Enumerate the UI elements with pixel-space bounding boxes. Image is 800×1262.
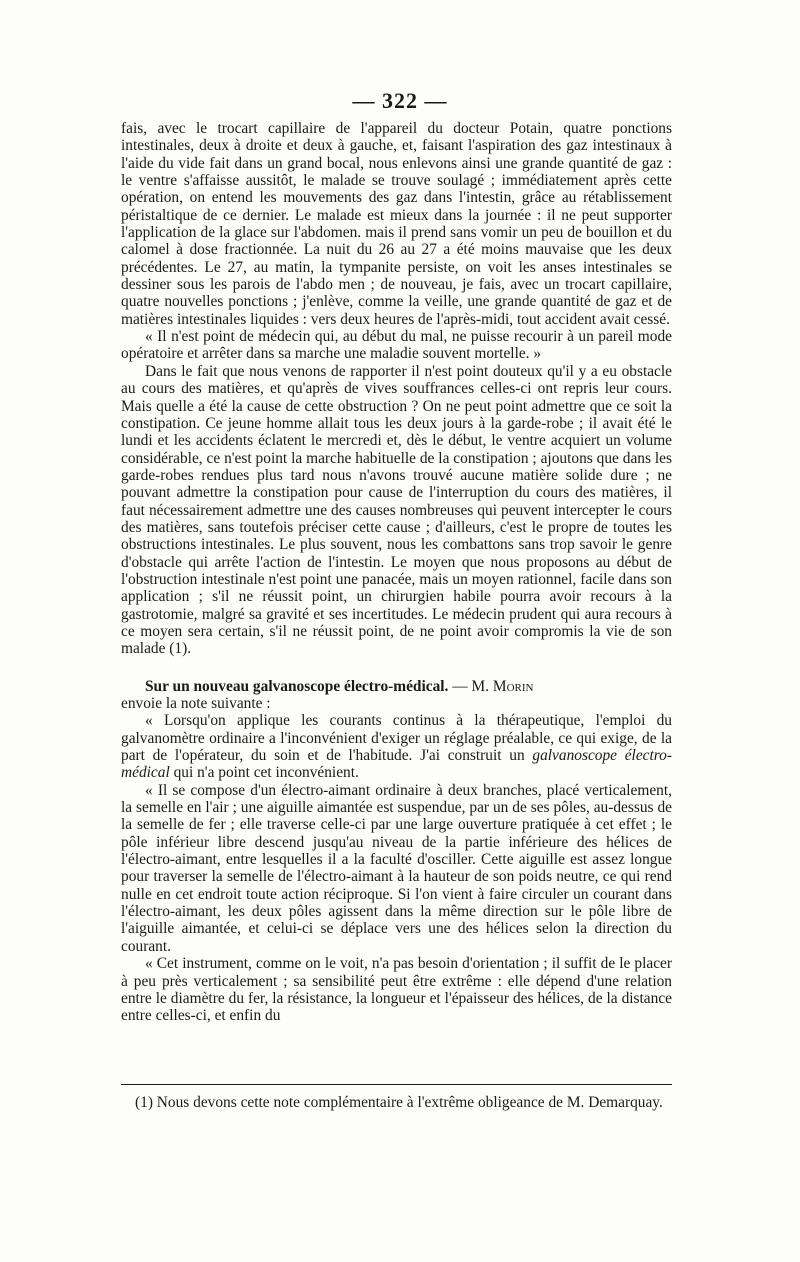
- section-paragraph-3: « Cet instrument, comme on le voit, n'a pas besoin d'orientation ; il suffit de le placer à peu près verticalement ; sa sensibilité peut être extrême : elle dépend d'une relation entre le diamètre du fer, la résistance, la longueur et l'épaisseur des hélices, de la distance entre celles-ci, et enfin du: [121, 955, 672, 1025]
- footnote-text: (1) Nous devons cette note complémentaire à l'extrême obligeance de M. Demarquay.: [135, 1094, 663, 1111]
- author-name: Morin: [492, 677, 534, 695]
- section-paragraph-2: « Il se compose d'un électro-aimant ordinaire à deux branches, placé verticalement, la semelle en l'air ; une aiguille aimantée est suspendue, par un de ses pôles, au-dessus de la semelle de fer ; elle traverse celle-ci par une large ouverture pratiquée à cet effet ; le pôle inférieur libre descend jusqu'au niveau de la partie inférieure des hélices de l'électro-aimant, entre lesquelles il a la faculté d'osciller. Cette aiguille est assez longue pour traverser la semelle de l'électro-aimant à la hauteur de son poids neutre, ce qui rend nulle en cet endroit toute action réciproque. Si l'on vient à faire circuler un courant dans l'électro-aimant, les deux pôles agissent dans la même direction sur le pôle libre de l'aiguille aimantée, et celui-ci se déplace vers une des hélices selon la direction du courant.: [121, 781, 672, 955]
- section-title: Sur un nouveau galvanoscope électro-médical.: [145, 677, 449, 695]
- section-intro: envoie la note suivante :: [121, 695, 271, 712]
- section-dash: —: [448, 677, 472, 695]
- paragraph-quote: « Il n'est point de médecin qui, au début du mal, ne puisse recourir à un pareil mode opératoire et arrêter dans sa marche une maladie souvent mortelle. »: [121, 328, 672, 363]
- paragraph-continuation: fais, avec le trocart capillaire de l'appareil du docteur Potain, quatre ponctions intestinales, deux à droite et deux à gauche, et, faisant l'aspiration des gaz intestinaux à l'aide du vide fait dans un grand bocal, nous enlevons ainsi une grande quantité de gaz : le ventre s'affaisse aussitôt, le malade se trouve soulagé ; immédiatement après cette opération, on entend les mouvements des gaz dans l'intestin, grâce au rétablissement péristaltique de ce dernier. Le malade est mieux dans la journée : il ne peut supporter l'application de la glace sur l'abdomen. mais il prend sans vomir un peu de bouillon et du calomel à dose fractionnée. La nuit du 26 au 27 a été moins mauvaise que les deux précédentes. Le 27, au matin, la tympanite persiste, on voit les anses intestinales se dessiner sous les parois de l'abdo men ; de nouveau, je fais, avec un trocart capillaire, quatre nouvelles ponctions ; j'enlève, comme la veille, une grande quantité de gaz et de matières intestinales liquides : vers deux heures de l'après-midi, tout accident avait cessé.: [121, 120, 672, 328]
- paragraph-discussion: Dans le fait que nous venons de rapporter il n'est point douteux qu'il y a eu obstacle au cours des matières, et qu'après de vives souffrances celles-ci ont repris leur cours. Mais quelle a été la cause de cette obstruction ? On ne peut point admettre que ce soit la constipation. Ce jeune homme allait tous les deux jours à la garde-robe ; il avait été le lundi et les accidents éclatent le mercredi et, dès le début, le ventre acquiert un volume considérable, ce n'est point la marche habituelle de la constipation ; ajoutons que dans les garde-robes rendues plus tard nous n'avons trouvé aucune matière solide dure ; ne pouvant admettre la constipation pour cause de l'interruption du cours des matières, il faut nécessairement admettre une des causes nombreuses qui peuvent intercepter le cours des matières, sans toutefois préciser cette cause ; d'ailleurs, c'est le propre de toutes les obstructions intestinales. Le plus souvent, nous les combattons sans trop savoir le genre d'obstacle qui arrête l'action de l'intestin. Le moyen que nous proposons au début de l'obstruction intestinale n'est point une panacée, mais un moyen rationnel, facile dans son application ; s'il ne réussit point, un chirurgien habile pourra avoir recours à la gastrotomie, malgré sa gravité et ses incertitudes. Le médecin prudent qui aura recours à ce moyen sera certain, s'il ne réussit point, de ne point avoir compromis la vie de son malade (1).: [121, 362, 672, 658]
- section-paragraph-1-text-b: qui n'a point cet inconvénient.: [169, 764, 359, 782]
- section-paragraph-1-italic: galvanoscope électro-médical: [121, 747, 672, 782]
- footnote-rule: [121, 1084, 672, 1085]
- body-text: [121, 120, 672, 1025]
- section-heading-paragraph: [121, 678, 672, 695]
- section-paragraph-1: [121, 712, 672, 781]
- author-prefix: M.: [471, 677, 493, 695]
- section-paragraph-1-text-a: « Lorsqu'on applique les courants continus à la thérapeutique, l'emploi du galvanomètre ordinaire a l'inconvénient d'exiger un réglage préalable, ce qui exige, de la part de l'opérateur, du soin et de l'habitude. J'ai construit un: [121, 712, 672, 765]
- section-gap: [121, 658, 672, 678]
- page-number: — 322 —: [352, 88, 448, 113]
- footnote: [121, 1094, 672, 1112]
